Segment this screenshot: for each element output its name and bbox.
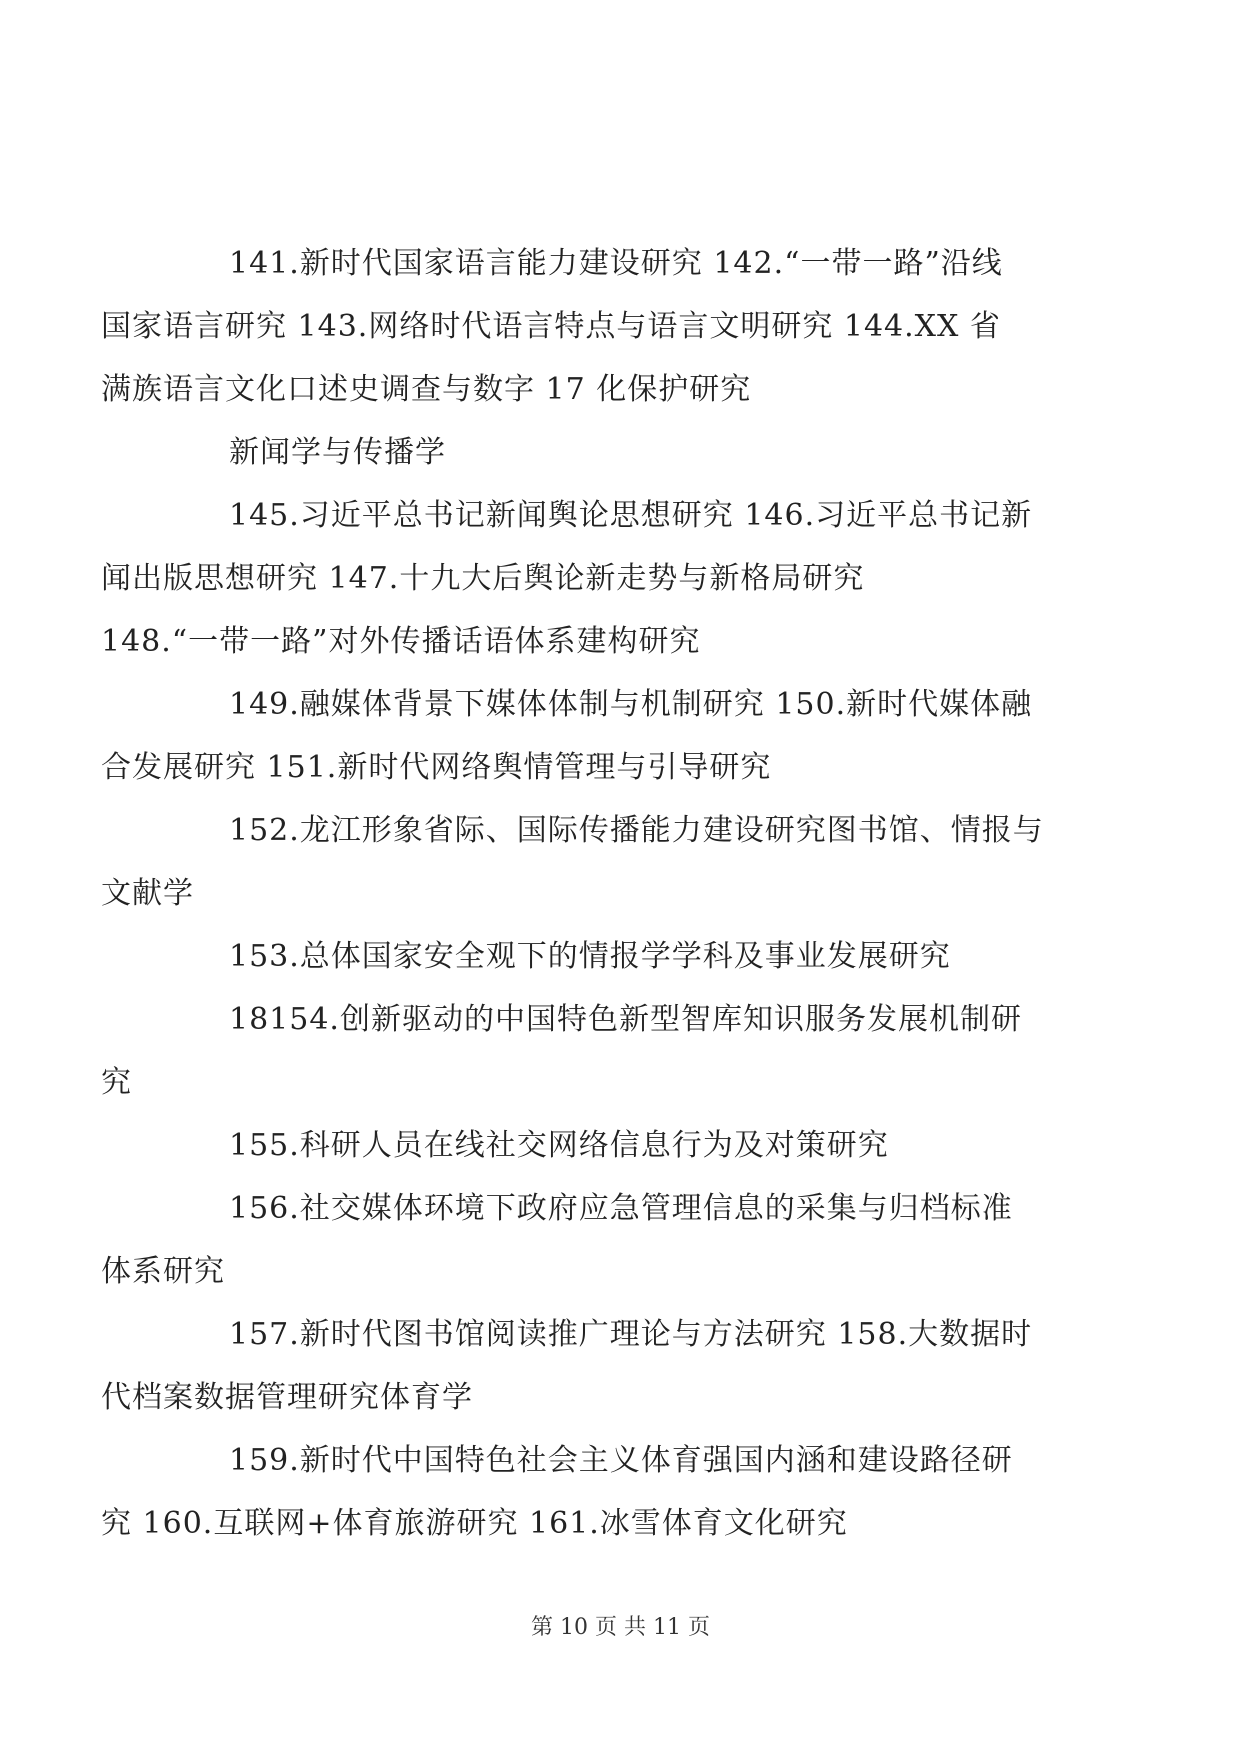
paragraph-156 <box>101 1177 1087 1303</box>
text-line: 国家语言研究 143.网络时代语言特点与语言文明研究 144.XX 省 <box>101 309 1001 344</box>
section-heading-journalism <box>165 421 1087 484</box>
text-line: 149.融媒体背景下媒体体制与机制研究 150.新时代媒体融 <box>229 687 1033 722</box>
text-line: 153.总体国家安全观下的情报学学科及事业发展研究 <box>229 939 951 974</box>
text-line: 究 160.互联网+体育旅游研究 161.冰雪体育文化研究 <box>101 1506 848 1541</box>
paragraph-154 <box>101 988 1087 1114</box>
text-line: 159.新时代中国特色社会主义体育强国内涵和建设路径研 <box>229 1443 1013 1478</box>
text-line: 新闻学与传播学 <box>229 435 446 470</box>
paragraph-155 <box>165 1114 1087 1177</box>
paragraph-157-158 <box>101 1303 1087 1429</box>
text-line: 18154.创新驱动的中国特色新型智库知识服务发展机制研 <box>229 1002 1022 1037</box>
paragraph-141-144 <box>101 232 1087 421</box>
text-line: 满族语言文化口述史调查与数字 17 化保护研究 <box>101 372 752 407</box>
text-line: 究 <box>101 1065 132 1100</box>
page-number-footer: 第 10 页 共 11 页 <box>531 1615 710 1640</box>
text-line: 152.龙江形象省际、国际传播能力建设研究图书馆、情报与 <box>229 813 1044 848</box>
document-body <box>101 232 1087 1555</box>
paragraph-152 <box>101 799 1087 925</box>
paragraph-153 <box>165 925 1087 988</box>
text-line: 闻出版思想研究 147.十九大后舆论新走势与新格局研究 <box>101 561 865 596</box>
paragraph-149-151 <box>101 673 1087 799</box>
text-line: 155.科研人员在线社交网络信息行为及对策研究 <box>229 1128 889 1163</box>
text-line: 代档案数据管理研究体育学 <box>101 1380 473 1415</box>
text-line: 体系研究 <box>101 1254 225 1289</box>
text-line: 合发展研究 151.新时代网络舆情管理与引导研究 <box>101 750 772 785</box>
text-line: 148.“一带一路”对外传播话语体系建构研究 <box>101 624 701 659</box>
text-line: 文献学 <box>101 876 194 911</box>
paragraph-159-161 <box>101 1429 1087 1555</box>
text-line: 145.习近平总书记新闻舆论思想研究 146.习近平总书记新 <box>229 498 1033 533</box>
text-line: 156.社交媒体环境下政府应急管理信息的采集与归档标准 <box>229 1191 1013 1226</box>
text-line: 141.新时代国家语言能力建设研究 142.“一带一路”沿线 <box>229 246 1003 281</box>
text-line: 157.新时代图书馆阅读推广理论与方法研究 158.大数据时 <box>229 1317 1033 1352</box>
paragraph-145-148 <box>101 484 1087 673</box>
